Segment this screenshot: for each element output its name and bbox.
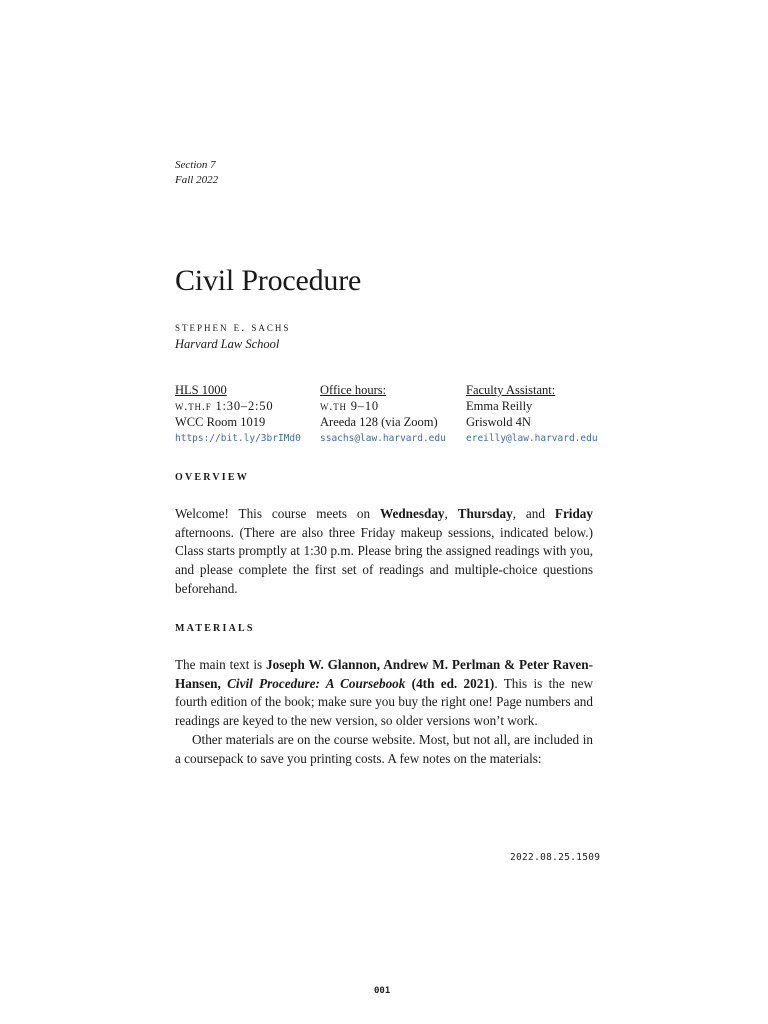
day-thursday: Thursday [457,506,513,521]
assistant-column [466,382,605,448]
page-number: 001 [374,986,391,996]
day-wednesday: Wednesday [380,506,445,521]
version-stamp: 2022.08.25.1509 [510,852,601,863]
textbook-title: Civil Procedure: A Coursebook [227,675,406,691]
assistant-office: Griswold 4N [466,415,531,429]
course-link[interactable]: https://bit.ly/3brIMd0 [175,433,301,444]
overview-text: afternoons. (There are also three Friday makeup sessions, indicated below.) Class starts promptly at 1:30 p.m. Please bring the assigned readings with you, and please complete the first set of readings and multiple-choice questions beforehand. [175,524,593,596]
materials-paragraph [175,656,593,731]
materials-heading: MATERIALS [175,623,255,634]
overview-heading: OVERVIEW [175,472,249,483]
overview-text: , [444,506,458,521]
office-hours-column [320,382,466,448]
materials-paragraph-2: Other materials are on the course website. Most, but not all, are included in a coursepack to save you printing costs. A few notes on the materials: [175,732,593,766]
term: Fall 2022 [175,174,219,186]
overview-text: , and [512,506,555,521]
overview-paragraph [175,505,593,599]
course-number: HLS 1000 [175,383,227,397]
course-info [175,382,605,448]
office-hours-location: Areeda 128 (via Zoom) [320,415,438,429]
assistant-email-link[interactable]: ereilly@law.harvard.edu [466,433,598,444]
course-column [175,382,320,448]
day-friday: Friday [554,506,593,521]
page-title: Civil Procedure [175,264,362,297]
assistant-name: Emma Reilly [466,399,533,413]
course-schedule: w.th.f 1:30–2:50 [175,399,274,413]
instructor-email-link[interactable]: ssachs@law.harvard.edu [320,433,446,444]
textbook-edition: (4th ed. 2021) [405,675,495,691]
office-hours-schedule: w.th 9–10 [320,399,379,413]
author-affiliation: Harvard Law School [175,337,280,351]
materials-text: . This is the new fourth edition of the book; make sure you buy the right one! Page numbers and readings are keyed to the new version, so older versions won’t work. [175,675,594,729]
author-block [175,319,290,353]
section-meta [175,158,218,188]
textbook-authors: Joseph W. Glannon, Andrew M. Perlman & Peter Raven-Hansen, [175,657,593,691]
overview-text: Welcome! This course meets on [175,506,381,521]
assistant-heading: Faculty Assistant: [466,383,556,397]
course-room: WCC Room 1019 [175,415,266,429]
section-number: Section 7 [175,159,216,171]
author-name: stephen e. sachs [175,320,291,334]
materials-text: The main text is [175,657,266,672]
office-hours-heading: Office hours: [320,383,387,397]
